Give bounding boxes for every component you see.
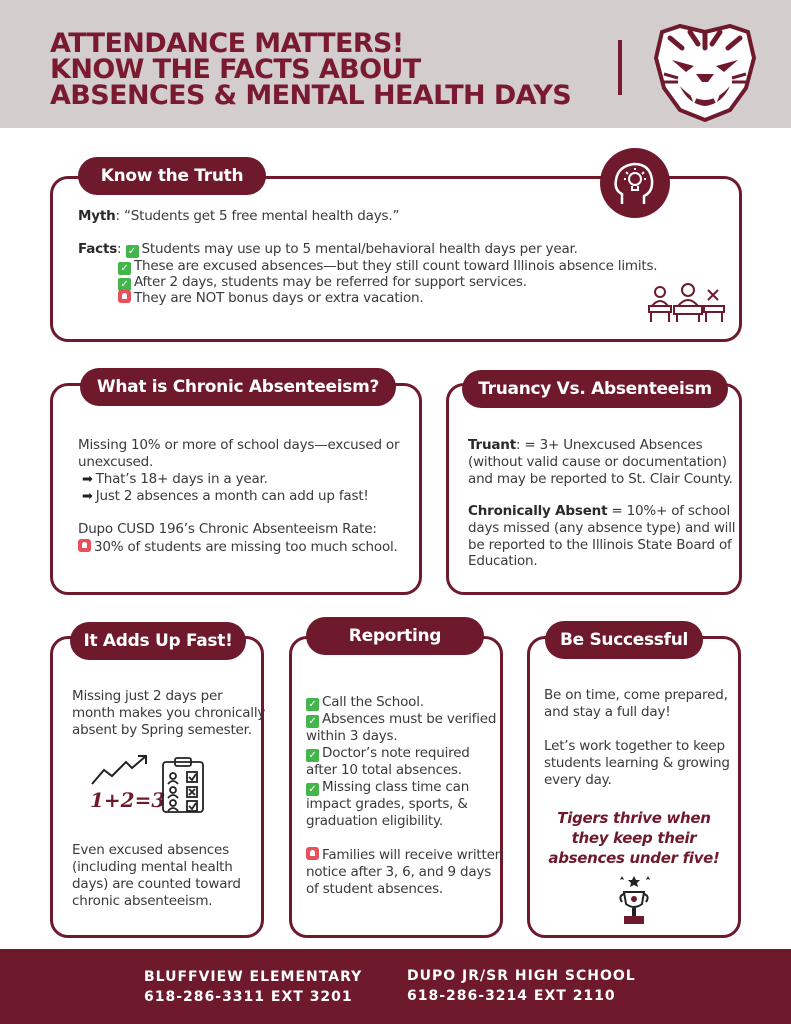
myth-line xyxy=(78,208,399,225)
success-line-3: Let’s work together to keep xyxy=(544,738,725,754)
siren-icon xyxy=(78,539,91,552)
reporting-title: Reporting xyxy=(306,617,484,655)
truant-line-2: (without valid cause or documentation) xyxy=(468,454,727,470)
check-icon: ✓ xyxy=(306,749,319,762)
reporting-text: Doctor’s note required xyxy=(322,745,470,761)
reporting-item-3b: after 10 total absences. xyxy=(306,762,462,778)
chronic-rate-label: Dupo CUSD 196’s Chronic Absenteeism Rate: xyxy=(78,521,377,537)
reporting-item-4c: graduation eligibility. xyxy=(306,813,443,829)
truant-line-3: and may be reported to St. Clair County. xyxy=(468,471,733,487)
bullet-text: Just 2 absences a month can add up fast! xyxy=(95,488,369,504)
success-title: Be Successful xyxy=(545,621,703,659)
header-band xyxy=(0,0,791,128)
reporting-text: Absences must be verified xyxy=(322,711,497,727)
check-icon: ✓ xyxy=(306,715,319,728)
facts-line-2 xyxy=(118,258,657,275)
chronic-abs-line-3: be reported to the Illinois State Board of xyxy=(468,537,732,553)
school2-phone: 618-286-3214 EXT 2110 xyxy=(407,988,616,1004)
quote-line-2: they keep their xyxy=(571,829,697,847)
chronic-abs-label: Chronically Absent xyxy=(468,503,608,519)
reporting-item-2 xyxy=(306,711,496,728)
facts-line-4 xyxy=(118,290,423,307)
title-line-2: KNOW THE FACTS ABOUT xyxy=(50,54,421,85)
fact-item: They are NOT bonus days or extra vacation. xyxy=(134,290,424,306)
classroom-desks-icon xyxy=(646,282,726,324)
arrow-right-icon: ➡ xyxy=(82,472,93,487)
title-line-1: ATTENDANCE MATTERS! xyxy=(50,28,404,59)
siren-icon xyxy=(118,290,131,303)
checklist-icon xyxy=(161,756,205,814)
chronic-abs-line-4: Education. xyxy=(468,553,538,569)
reporting-notice-3: of student absences. xyxy=(306,881,443,897)
adds-up-title: It Adds Up Fast! xyxy=(70,622,246,660)
quote-line-1: Tigers thrive when xyxy=(557,809,711,827)
facts-label: Facts xyxy=(78,241,118,257)
trend-up-icon xyxy=(90,754,150,786)
chronic-line-2: unexcused. xyxy=(78,454,154,470)
tiger-head-logo xyxy=(650,18,760,122)
truant-label: Truant xyxy=(468,437,516,453)
check-icon: ✓ xyxy=(306,783,319,796)
rate-text: 30% of students are missing too much school. xyxy=(94,539,398,555)
success-line-4: students learning & growing xyxy=(544,755,730,771)
title-line-3: ABSENCES & MENTAL HEALTH DAYS xyxy=(50,80,572,111)
reporting-item-4b: impact grades, sports, & xyxy=(306,796,468,812)
success-line-1: Be on time, come prepared, xyxy=(544,687,728,703)
adds-up-note-1: Even excused absences xyxy=(72,842,229,858)
reporting-item-1 xyxy=(306,694,424,711)
bullet-text: That’s 18+ days in a year. xyxy=(95,471,268,487)
fact-item: These are excused absences—but they still count toward Illinois absence limits. xyxy=(134,258,658,274)
reporting-notice-1 xyxy=(306,847,503,864)
reporting-notice-2: notice after 3, 6, and 9 days xyxy=(306,864,492,880)
chronic-title: What is Chronic Absenteeism? xyxy=(80,368,396,406)
siren-icon xyxy=(306,847,319,860)
truant-line-1 xyxy=(468,437,703,454)
adds-up-note-3: days) are counted toward xyxy=(72,876,241,892)
adds-up-line-3: absent by Spring semester. xyxy=(72,722,252,738)
reporting-text: Families will receive written xyxy=(322,847,504,863)
check-icon: ✓ xyxy=(118,278,131,291)
reporting-item-3 xyxy=(306,745,470,762)
chronic-rate xyxy=(78,539,398,556)
header-divider xyxy=(618,40,622,95)
chronic-abs-text: = 10%+ of school xyxy=(607,503,731,519)
facts-line-1: Facts: ✓ Students may use up to 5 mental/behavioral health days per year. xyxy=(78,241,578,257)
myth-text: : “Students get 5 free mental health days.” xyxy=(115,208,400,224)
school1-phone: 618-286-3311 EXT 3201 xyxy=(144,989,353,1005)
reporting-text: Missing class time can xyxy=(322,779,470,795)
truancy-title: Truancy Vs. Absenteeism xyxy=(462,370,728,408)
school1-name: BLUFFVIEW ELEMENTARY xyxy=(144,969,363,985)
chronic-line-1: Missing 10% or more of school days—excused or xyxy=(78,437,400,453)
check-icon: ✓ xyxy=(118,262,131,275)
truant-text: : = 3+ Unexcused Absences xyxy=(515,437,703,453)
footer-band xyxy=(0,949,791,1024)
fact-item: After 2 days, students may be referred for support services. xyxy=(134,274,527,290)
adds-up-note-2: (including mental health xyxy=(72,859,233,875)
adds-up-line-1: Missing just 2 days per xyxy=(72,688,223,704)
check-icon: ✓ xyxy=(126,245,139,258)
head-lightbulb-icon xyxy=(600,148,670,218)
chronic-bullet-2 xyxy=(82,488,369,506)
arrow-right-icon: ➡ xyxy=(82,489,93,504)
facts-line-3 xyxy=(118,274,527,291)
adds-up-line-2: month makes you chronically xyxy=(72,705,266,721)
chronic-abs-line-2: days missed (any absence type) and will xyxy=(468,520,736,536)
adds-up-note-4: chronic absenteeism. xyxy=(72,893,213,909)
reporting-item-2b: within 3 days. xyxy=(306,728,398,744)
quote-line-3: absences under five! xyxy=(548,849,720,867)
myth-label: Myth xyxy=(78,208,116,224)
math-equation: 1+2=3 xyxy=(90,788,166,812)
check-icon: ✓ xyxy=(306,698,319,711)
reporting-item-4 xyxy=(306,779,469,796)
success-line-2: and stay a full day! xyxy=(544,704,671,720)
trophy-icon xyxy=(614,874,654,928)
success-quote xyxy=(530,808,738,868)
success-line-5: every day. xyxy=(544,772,612,788)
chronic-bullet-1 xyxy=(82,471,268,489)
school2-name: DUPO JR/SR HIGH SCHOOL xyxy=(407,968,636,984)
know-truth-title: Know the Truth xyxy=(78,157,266,195)
fact-item: Students may use up to 5 mental/behavioral health days per year. xyxy=(141,241,578,257)
reporting-text: Call the School. xyxy=(322,694,424,710)
chronic-abs-line-1 xyxy=(468,503,730,520)
